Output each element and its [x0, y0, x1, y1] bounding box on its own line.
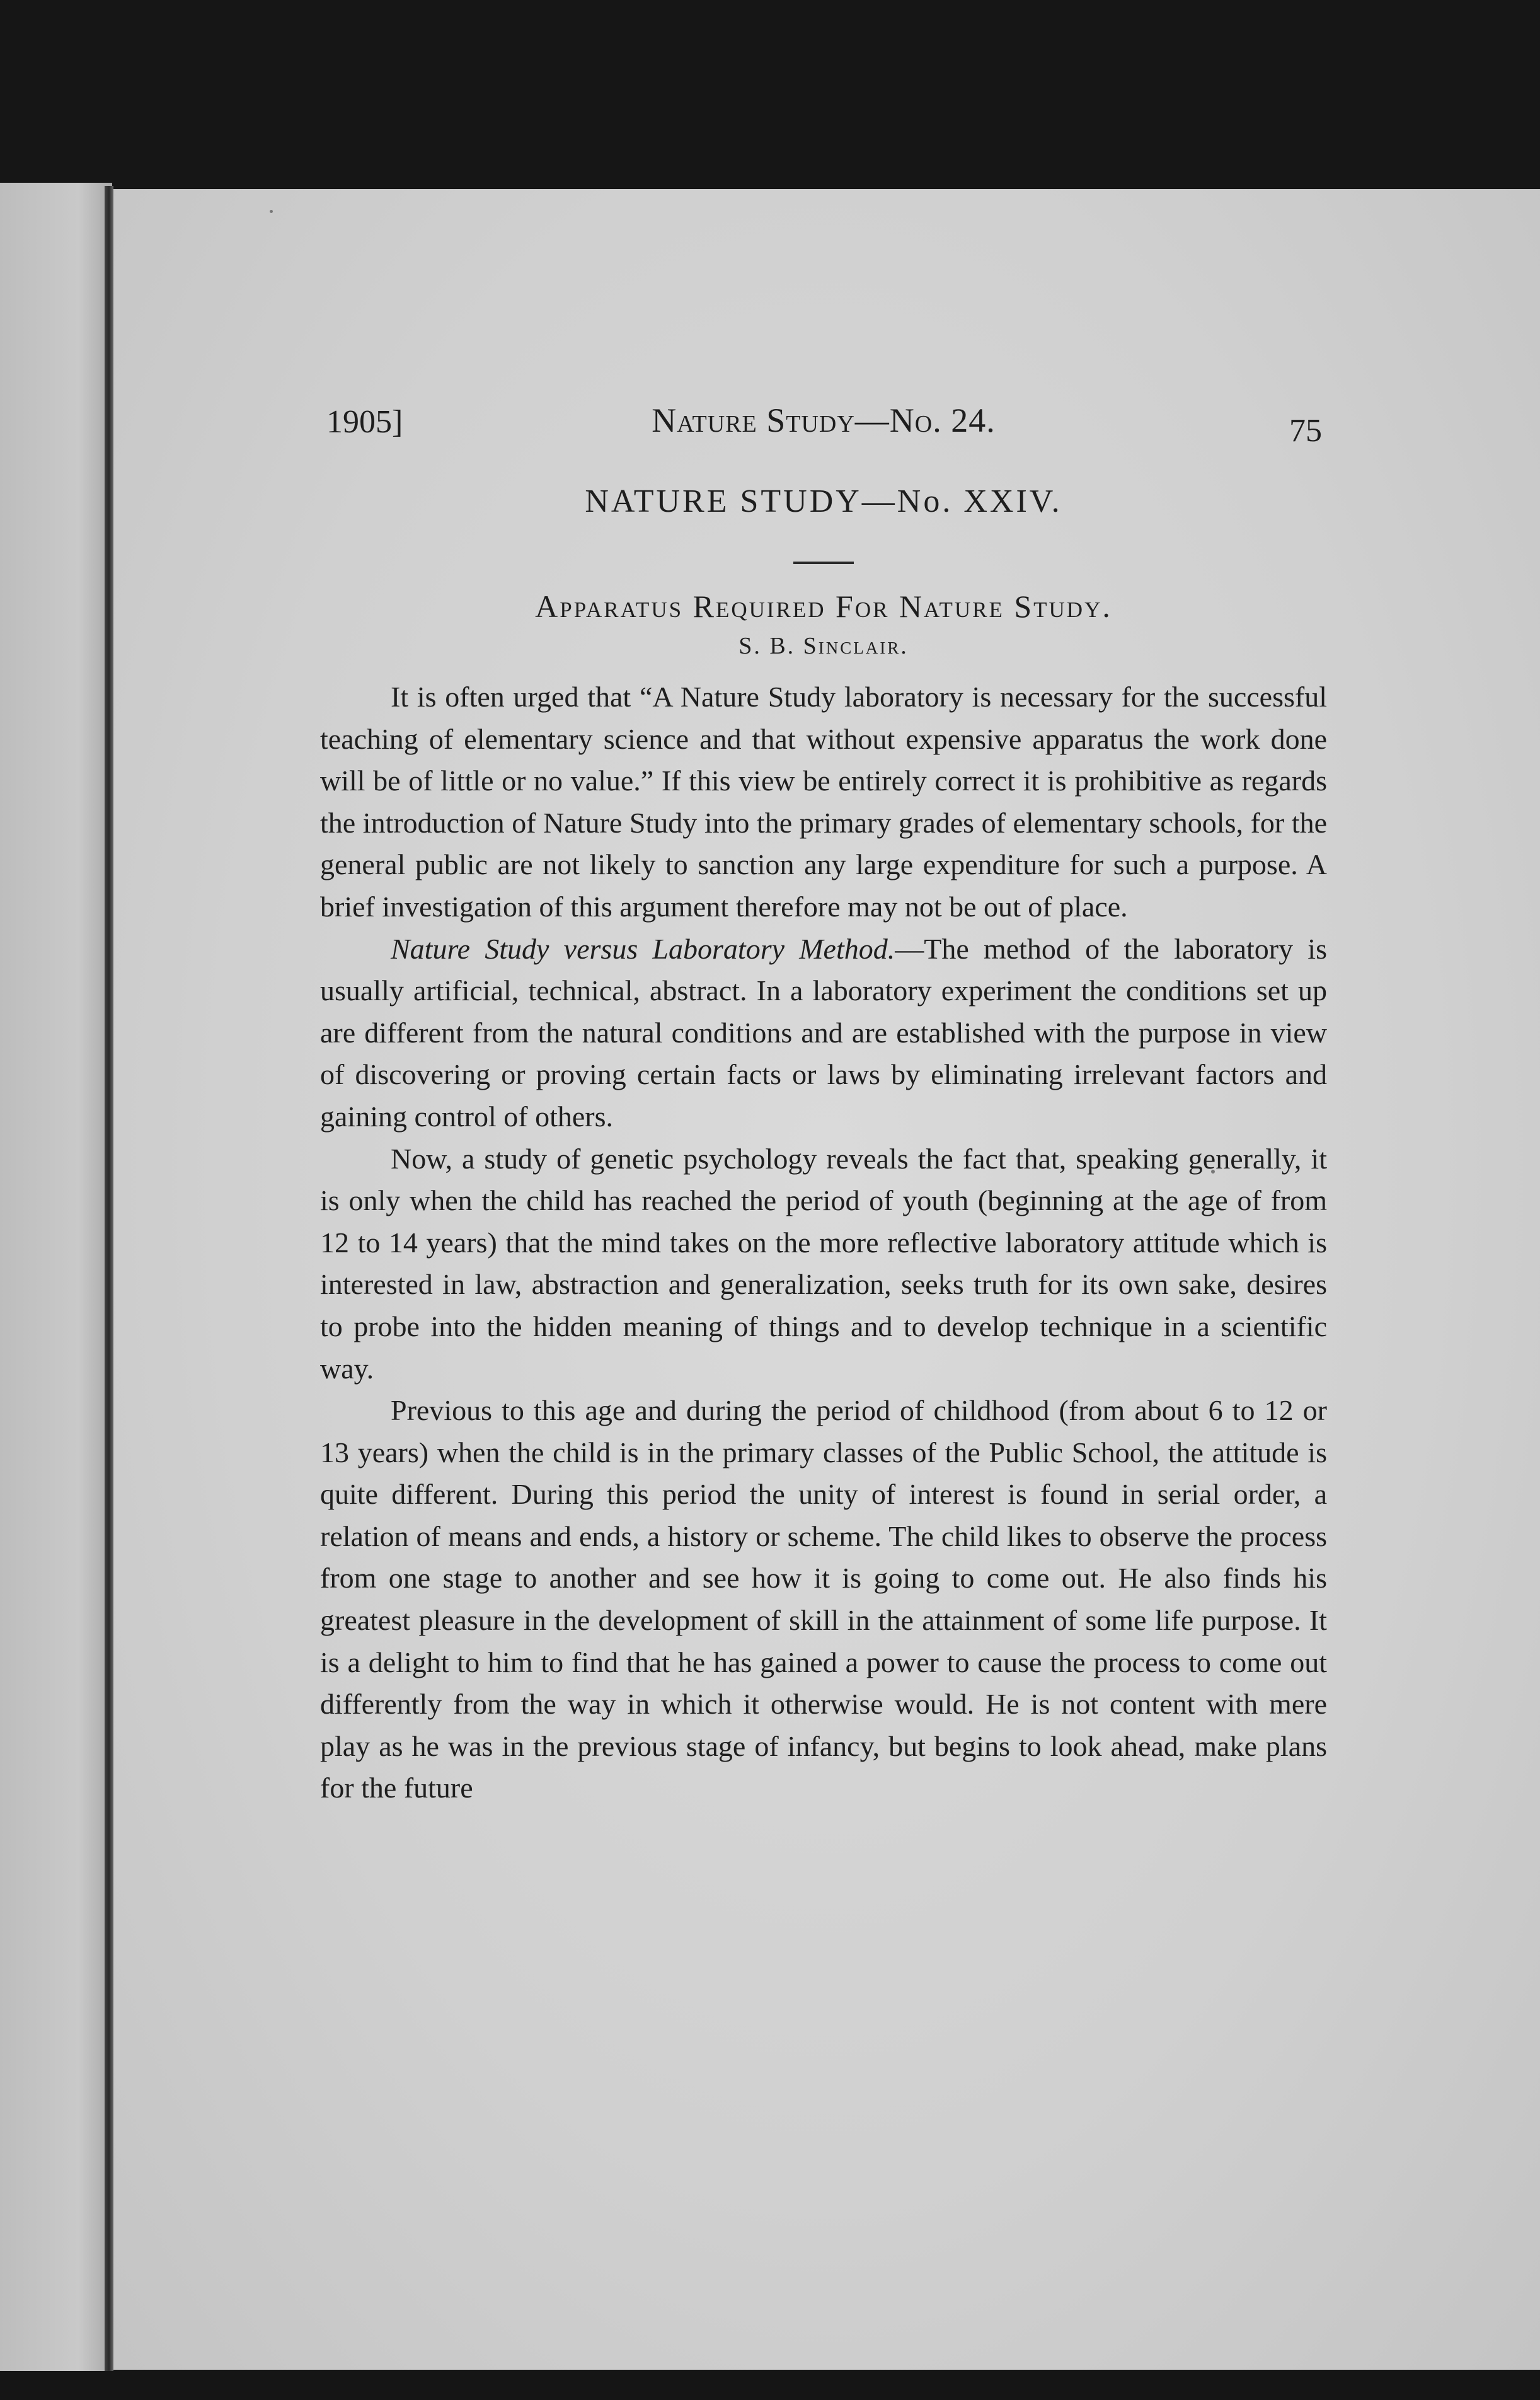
body-paragraph [320, 1138, 1327, 1390]
article-author: S. B. Sinclair. [738, 633, 909, 659]
body-paragraph [320, 1390, 1327, 1809]
title-rule [793, 562, 854, 564]
paragraph-text: It is often urged that “A Nature Study laboratory is necessary for the successful teaching of elementary science and that without expensive apparatus the work done will be of little or no value.” If this view be entirely correct it is prohibitive as regards the introduction of Nature Study into the primary grades of elementary schools, for the general public are not likely to sanction any large expenditure for such a purpose. A brief investigation of this argument therefore may not be out of place. [320, 681, 1327, 923]
paragraph-text: Now, a study of genetic psychology reveals the fact that, speaking generally, it is only when the child has reached the period of youth (beginning at the age of from 12 to 14 years) that the mind takes on the more reflective laboratory attitude which is interested in law, abstraction and generalization, seeks truth for its own sake, desires to probe into the hidden meaning of things and to develop technique in a scientific way. [320, 1142, 1327, 1385]
book-spine [105, 186, 113, 2373]
page-text-block [320, 391, 1327, 1809]
body-paragraph [320, 676, 1327, 928]
scan-bottom-edge [0, 2371, 1540, 2400]
paragraph-lead: Nature Study versus Laboratory Method. [391, 932, 895, 965]
article-body [320, 676, 1327, 1809]
paragraph-text: Previous to this age and during the period of childhood (from about 6 to 12 or 13 years) when the child is in the primary classes of the Public School, the attitude is quite different. During this period the unity of interest is found in serial order, a relation of means and ends, a history or scheme. The child likes to observe the process from one stage to another and see how it is going to come out. He also finds his greatest pleasure in the development of skill in the attainment of some life purpose. It is a delight to him to find that he has gained a power to cause the process to come out differently from the way in which it otherwise would. He is not content with mere play as he was in the previous stage of infancy, but begins to look ahead, make plans for the future [320, 1394, 1327, 1804]
running-head-title: Nature Study—No. 24. [652, 401, 996, 439]
article-title: NATURE STUDY—No. XXIV. [585, 483, 1062, 519]
page-number: 75 [1289, 413, 1322, 449]
left-page-edge [0, 183, 112, 2376]
running-head-year: 1905] [326, 404, 403, 440]
running-head [320, 391, 1327, 447]
paragraph-text: —The method of the laboratory is usually artificial, technical, abstract. In a laboratory experiment the conditions set up are different from the natural conditions and are established with the purpose in view of discovering or proving certain facts or laws by eliminating irrelevant factors and gaining control of others. [320, 932, 1327, 1133]
page-speck [270, 210, 273, 213]
body-paragraph [320, 928, 1327, 1138]
article-subtitle: Apparatus Required For Nature Study. [535, 589, 1112, 624]
